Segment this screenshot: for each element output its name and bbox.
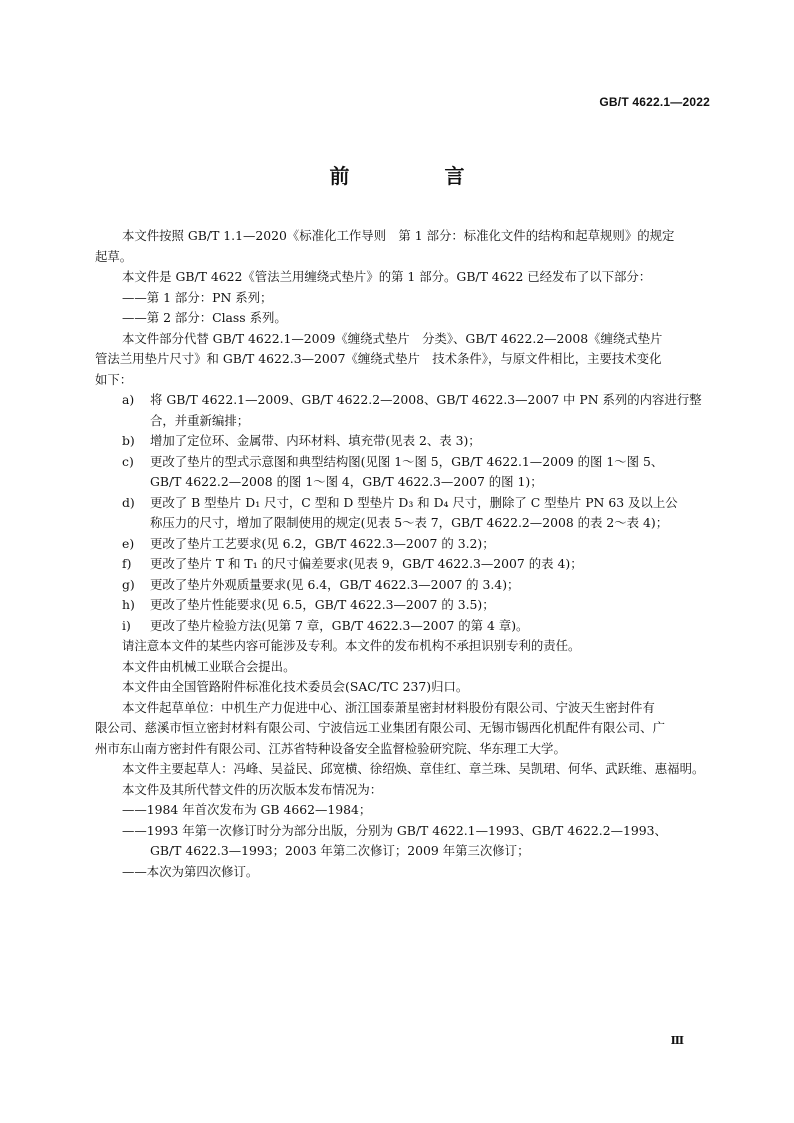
item-label: g) — [122, 576, 135, 592]
paragraph: 本文件及其所代替文件的历次版本发布情况为： — [122, 781, 383, 797]
list-item — [122, 534, 708, 555]
paragraph: 本文件由全国管路附件标准化技术委员会(SAC/TC 237)归口。 — [122, 679, 469, 694]
item-text: 更改了垫片的型式示意图和典型结构图(见图 1～图 5，GB/T 4622.1—2009 的图 1～图 5、 — [150, 453, 664, 469]
item-label: c) — [122, 453, 134, 469]
preface-body — [95, 226, 708, 882]
history-item: ——本次为第四次修订。 — [122, 863, 259, 879]
list-item — [122, 575, 708, 596]
history-item: ——1993 年第一次修订时分为部分出版，分别为 GB/T 4622.1—1993、GB/T 4622.2—1993、 — [122, 822, 667, 838]
item-label: b) — [122, 433, 135, 448]
paragraph: 请注意本文件的某些内容可能涉及专利。本文件的发布机构不承担识别专利的责任。 — [122, 638, 581, 653]
item-label: e) — [122, 535, 135, 551]
item-text-cont: GB/T 4622.2—2008 的图 1～图 4，GB/T 4622.3—2007 的图 1)； — [150, 474, 543, 489]
standard-code: GB/T 4622.1—2022 — [599, 95, 710, 109]
list-item — [122, 616, 708, 637]
item-label: h) — [122, 597, 135, 612]
list-item — [122, 431, 708, 452]
item-text: 更改了垫片性能要求(见 6.5，GB/T 4622.3—2007 的 3.5)； — [150, 597, 495, 612]
list-item — [122, 595, 708, 616]
item-text: 更改了 B 型垫片 D₁ 尺寸，C 型和 D 型垫片 D₃ 和 D₄ 尺寸，删除了 C 型垫片 PN 63 及以上公 — [150, 494, 678, 510]
paragraph-continuation: 州市东山南方密封件有限公司、江苏省特种设备安全监督检验研究院、华东理工大学。 — [95, 740, 566, 756]
item-label: f) — [122, 556, 132, 571]
list-item — [122, 390, 708, 411]
item-label: a) — [122, 392, 135, 407]
item-text: 更改了垫片外观质量要求(见 6.4，GB/T 4622.3—2007 的 3.4)； — [150, 576, 520, 592]
history-item: ——1984 年首次发布为 GB 4662—1984； — [122, 802, 372, 817]
history-item-cont: GB/T 4622.3—1993；2003 年第二次修订；2009 年第三次修订； — [150, 843, 530, 858]
paragraph: 本文件起草单位：中机生产力促进中心、浙江国泰萧星密封材料股份有限公司、宁波天生密封件有 — [122, 699, 655, 715]
part-item: ——第 2 部分：Class 系列。 — [122, 310, 287, 325]
paragraph-continuation: 起草。 — [95, 248, 133, 264]
item-text: 增加了定位环、金属带、内环材料、填充带(见表 2、表 3)； — [150, 433, 481, 448]
paragraph: 本文件主要起草人：冯峰、吴益民、邱宽横、徐绍焕、章佳红、章兰珠、吴凯珺、何华、武跃维、惠福明。 — [122, 761, 705, 776]
paragraph: 本文件部分代替 GB/T 4622.1—2009《缠绕式垫片 分类》、GB/T 4622.2—2008《缠绕式垫片 — [122, 330, 663, 346]
page-title: 前 言 — [329, 164, 509, 188]
item-text: 更改了垫片检验方法(见第 7 章，GB/T 4622.3—2007 的第 4 章)。 — [150, 617, 529, 633]
changes-list — [122, 390, 708, 636]
paragraph — [122, 226, 708, 247]
list-item — [122, 452, 708, 473]
list-item — [122, 554, 708, 575]
paragraph-continuation: 如下： — [95, 371, 133, 387]
paragraph-continuation: 管法兰用垫片尺寸》和 GB/T 4622.3—2007《缠绕式垫片 技术条件》，与原文件相比，主要技术变化 — [95, 351, 662, 366]
paragraph: 本文件由机械工业联合会提出。 — [122, 658, 296, 674]
item-text: 更改了垫片 T 和 T₁ 的尺寸偏差要求(见表 9，GB/T 4622.3—2007 的表 4)； — [150, 556, 583, 571]
item-text: 更改了垫片工艺要求(见 6.2，GB/T 4622.3—2007 的 3.2)； — [150, 535, 495, 551]
paragraph-continuation: 限公司、慈溪市恒立密封材料有限公司、宁波信远工业集团有限公司、无锡市锡西化机配件有限公司、广 — [95, 720, 665, 735]
item-text-cont: 合，并重新编排； — [150, 412, 250, 428]
paragraph: 本文件是 GB/T 4622《管法兰用缠绕式垫片》的第 1 部分。GB/T 4622 已经发布了以下部分： — [122, 269, 652, 284]
item-text-cont: 称压力的尺寸，增加了限制使用的规定(见表 5～表 7，GB/T 4622.2—2008 的表 2～表 4)； — [150, 515, 669, 530]
page-number: Ⅲ — [670, 1034, 684, 1047]
list-item — [122, 493, 708, 514]
history-list — [122, 800, 708, 882]
item-label: d) — [122, 494, 135, 510]
item-text: 将 GB/T 4622.1—2009、GB/T 4622.2—2008、GB/T 4622.3—2007 中 PN 系列的内容进行整 — [150, 392, 702, 407]
part-item: ——第 1 部分：PN 系列； — [122, 289, 273, 305]
text-line: 本文件按照 GB/T 1.1—2020《标准化工作导则 第 1 部分：标准化文件的结构和起草规则》的规定 — [122, 228, 675, 243]
item-label: i) — [122, 617, 131, 633]
